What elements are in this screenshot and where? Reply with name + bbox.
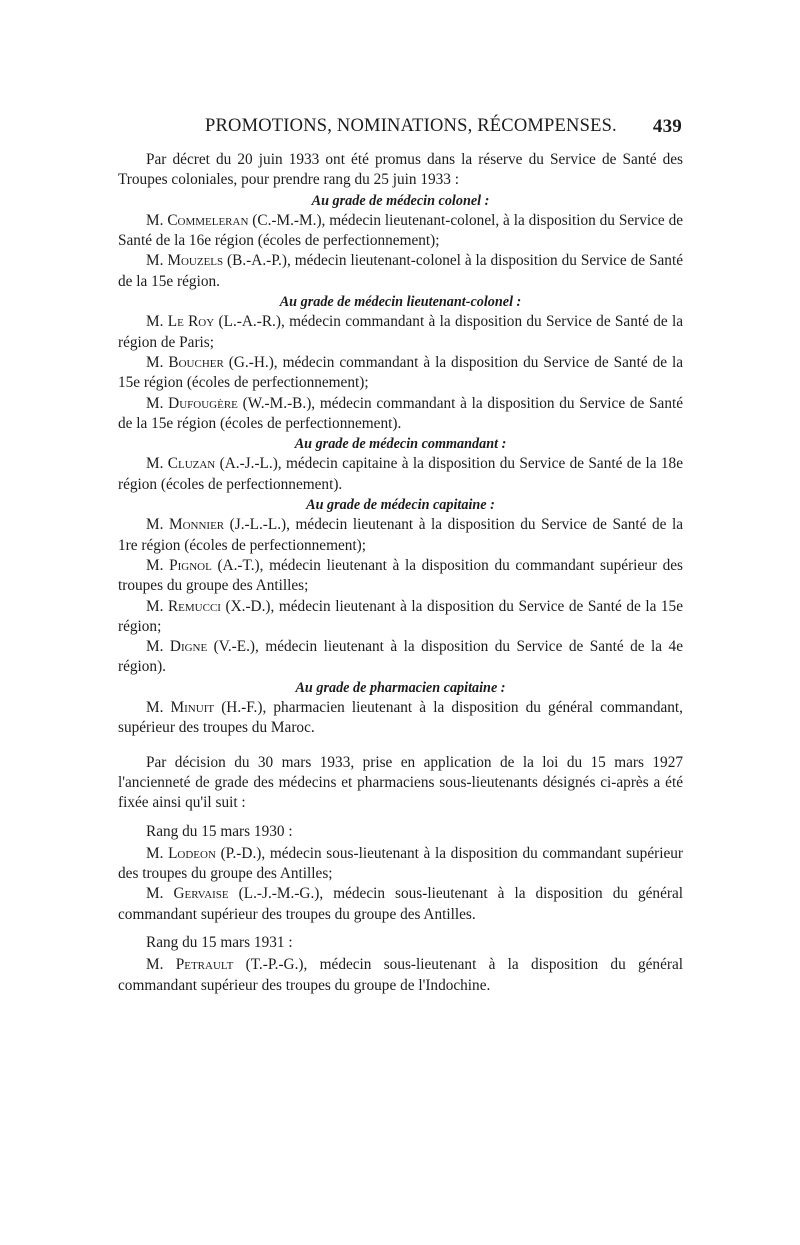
rank-label: Rang du 15 mars 1931 : bbox=[146, 933, 293, 951]
person-name: Petrault bbox=[175, 956, 234, 974]
entry-paragraph: M. Petrault (T.-P.-G.), médecin sous-lieutenant à la disposition du général commandant supérieur des troupes du groupe de l'Indochine. bbox=[118, 956, 684, 994]
page-number: 439 bbox=[652, 116, 682, 137]
person-name: Boucher bbox=[168, 353, 224, 371]
decision-paragraph: Par décision du 30 mars 1933, prise en application de la loi du 15 mars 1927 l'ancienneté de grade des médecins et pharmaciens sous-lieutenants désignés ci-après a été fixée ainsi qu'il suit : bbox=[118, 753, 683, 812]
section-heading: Au grade de médecin lieutenant-colonel : bbox=[279, 294, 522, 311]
section-heading: Au grade de médecin commandant : bbox=[294, 436, 507, 453]
running-header bbox=[205, 116, 682, 138]
entry-paragraph: M. Mouzels (B.-A.-P.), médecin lieutenant-colonel à la disposition du Service de Santé de la 15e région. bbox=[118, 252, 683, 290]
section-heading: Au grade de médecin colonel : bbox=[311, 192, 490, 209]
header-title: PROMOTIONS, NOMINATIONS, RÉCOMPENSES. bbox=[205, 116, 617, 136]
person-name: Mouzels bbox=[167, 252, 224, 270]
person-name: Le Roy bbox=[167, 313, 215, 331]
intro-paragraph: Par décret du 20 juin 1933 ont été promus dans la réserve du Service de Santé des Troupes coloniales, pour prendre rang du 25 juin 1933 : bbox=[118, 151, 683, 189]
entry-paragraph: M. Dufougère (W.-M.-B.), médecin commandant à la disposition du Service de Santé de la 15e région (écoles de perfectionnement). bbox=[118, 394, 684, 432]
person-name: Minuit bbox=[170, 699, 215, 717]
entry-paragraph: M. Remucci (X.-D.), médecin lieutenant à la disposition du Service de Santé de la 15e région; bbox=[118, 597, 683, 635]
entry-paragraph: M. Minuit (H.-F.), pharmacien lieutenant à la disposition du général commandant, supérieur des troupes du Maroc. bbox=[118, 699, 684, 737]
entry-paragraph: M. Digne (V.-E.), médecin lieutenant à la disposition du Service de Santé de la 4e région). bbox=[118, 638, 683, 676]
entry-paragraph: M. Cluzan (A.-J.-L.), médecin capitaine à la disposition du Service de Santé de la 18e région (écoles de perfectionnement). bbox=[118, 455, 683, 493]
entry-paragraph: M. Monnier (J.-L.-L.), médecin lieutenant à la disposition du Service de Santé de la 1re région (écoles de perfectionnement); bbox=[118, 516, 684, 554]
entry-paragraph: M. Gervaise (L.-J.-M.-G.), médecin sous-lieutenant à la disposition du général commandant supérieur des troupes du groupe des Antilles. bbox=[118, 885, 684, 923]
entry-paragraph: M. Boucher (G.-H.), médecin commandant à la disposition du Service de Santé de la 15e région (écoles de perfectionnement); bbox=[118, 353, 684, 392]
entry-paragraph: M. Pignol (A.-T.), médecin lieutenant à la disposition du commandant supérieur des troupes du groupe des Antilles; bbox=[118, 556, 684, 595]
spacer bbox=[118, 739, 683, 753]
entry-paragraph: M. Lodeon (P.-D.), médecin sous-lieutenant à la disposition du commandant supérieur des troupes du groupe des Antilles; bbox=[118, 844, 683, 883]
person-name: Lodeon bbox=[168, 844, 216, 862]
person-name: Gervaise bbox=[173, 885, 229, 903]
entry-paragraph: M. Commeleran (C.-M.-M.), médecin lieutenant-colonel, à la disposition du Service de Santé de la 16e région (écoles de perfectionnement); bbox=[118, 211, 684, 250]
section-heading: Au grade de pharmacien capitaine : bbox=[295, 679, 506, 696]
person-name: Digne bbox=[169, 638, 208, 656]
rank-label: Rang du 15 mars 1930 : bbox=[146, 822, 293, 840]
person-name: Monnier bbox=[168, 516, 225, 534]
section-heading: Au grade de médecin capitaine : bbox=[306, 497, 495, 514]
person-name: Dufougère bbox=[168, 394, 238, 412]
person-name: Remucci bbox=[167, 597, 221, 615]
person-name: Cluzan bbox=[167, 455, 216, 473]
person-name: Pignol bbox=[169, 556, 212, 574]
person-name: Commeleran bbox=[167, 211, 249, 229]
entry-paragraph: M. Le Roy (L.-A.-R.), médecin commandant à la disposition du Service de Santé de la région de Paris; bbox=[118, 313, 683, 351]
body-text bbox=[118, 150, 683, 996]
